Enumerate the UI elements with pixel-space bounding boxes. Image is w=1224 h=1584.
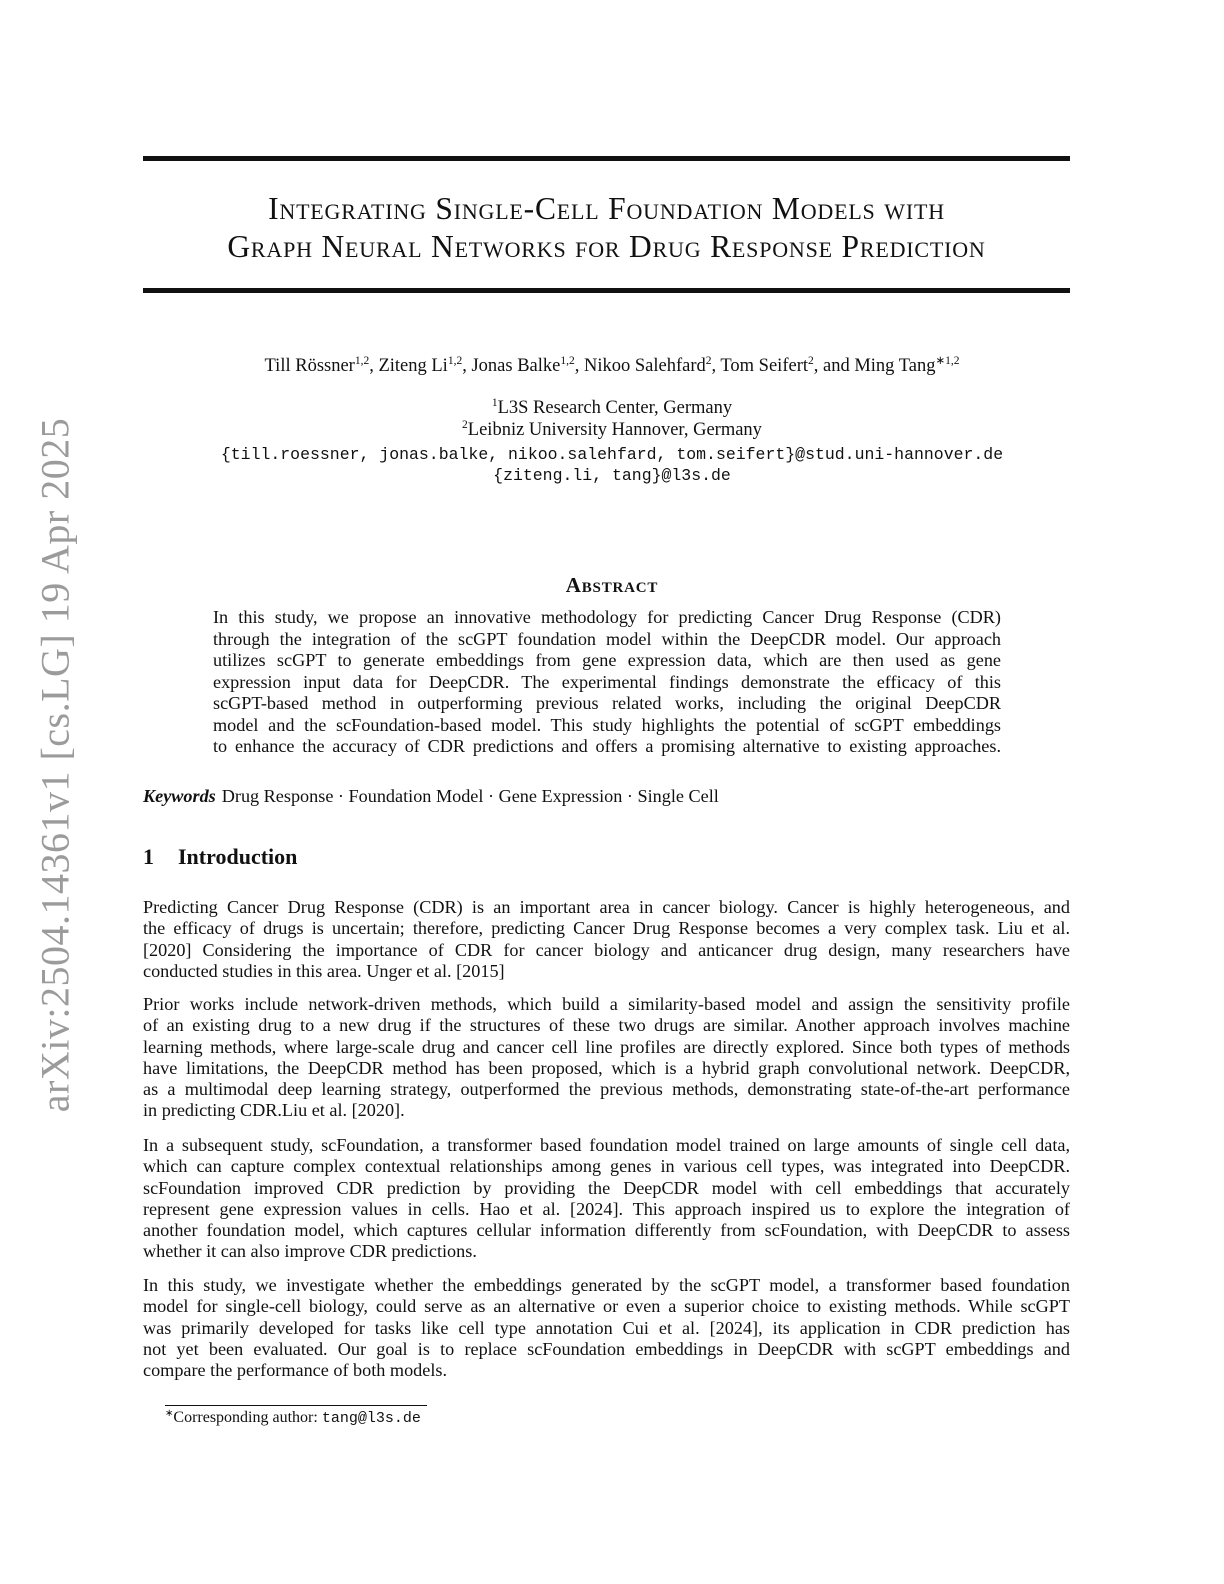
author (265, 356, 379, 376)
body-paragraph (143, 1275, 1070, 1381)
author-separator: , (574, 356, 584, 376)
author-list (0, 356, 1224, 377)
paragraph-line: have limitations, the DeepCDR method has been proposed, which is a hybrid graph convolutional network. DeepCDR, (143, 1057, 1070, 1078)
paragraph-line: model for single-cell biology, could serve as an alternative or even a superior choice to existing methods. While scGPT (143, 1296, 1070, 1317)
footnote (165, 1409, 421, 1427)
affiliation (0, 398, 1224, 419)
paragraph-line: the efficacy of drugs is uncertain; therefore, predicting Cancer Drug Response becomes a very complex task. Liu et al. (143, 918, 1070, 939)
affiliation (0, 420, 1224, 441)
author (720, 356, 854, 376)
paragraph-line: Predicting Cancer Drug Response (CDR) is an important area in cancer biology. Cancer is highly heterogeneous, and (143, 897, 1070, 917)
abstract-line: scGPT-based method in outperforming previous related works, including the original DeepCDR (213, 693, 1001, 713)
section-heading (143, 844, 297, 870)
author-name: Ming Tang (854, 356, 936, 376)
abstract-body (213, 607, 1001, 758)
author (584, 356, 720, 376)
paragraph-line: was primarily developed for tasks like cell type annotation Cui et al. [2024], its application in CDR prediction has (143, 1317, 1070, 1338)
paragraph-line: as a multimodal deep learning strategy, outperformed the previous methods, demonstrating state-of-the-art performance (143, 1079, 1070, 1100)
title-rule-top (143, 156, 1070, 161)
arxiv-identifier-stamp: arXiv:2504.14361v1 [cs.LG] 19 Apr 2025 (32, 417, 78, 1113)
paragraph-line: conducted studies in this area. Unger et al. [2015] (143, 960, 505, 981)
abstract-line: utilizes scGPT to generate embeddings from gene expression data, which are then used as gene (213, 650, 1001, 670)
abstract-line: In this study, we propose an innovative methodology for predicting Cancer Drug Response (CDR) (213, 607, 1001, 627)
author-name: Ziteng Li (378, 356, 448, 376)
affiliation-mark: 2 (462, 419, 468, 431)
paragraph-line: in predicting CDR.Liu et al. [2020]. (143, 1100, 405, 1121)
paragraph-line: compare the performance of both models. (143, 1360, 448, 1381)
author-separator: , (462, 356, 472, 376)
author (854, 356, 959, 376)
paragraph-line: which can capture complex contextual relationships among genes in various cell types, was integrated into DeepCDR. (143, 1156, 1070, 1177)
affiliation-text: L3S Research Center, Germany (497, 398, 733, 418)
footnote-rule (165, 1405, 427, 1406)
email-line: {ziteng.li, tang}@l3s.de (493, 466, 731, 485)
author-name: Jonas Balke (471, 356, 561, 376)
paragraph-line: [2020] Considering the importance of CDR for cancer biology and anticancer drug design, many researchers have (143, 939, 1070, 960)
email-line: {till.roessner, jonas.balke, nikoo.salehfard, tom.seifert}@stud.uni-hannover.de (220, 445, 1004, 464)
title-rule-bottom (143, 288, 1070, 293)
footnote-text: Corresponding author: (173, 1409, 322, 1426)
affiliation-text: Leibniz University Hannover, Germany (467, 420, 762, 440)
keywords (143, 786, 719, 807)
author-name: Nikoo Salehfard (583, 356, 706, 376)
paragraph-line: In this study, we investigate whether the embeddings generated by the scGPT model, a transformer based foundation (143, 1275, 1070, 1295)
author-name: Till Rössner (264, 356, 355, 376)
author-separator: , (369, 356, 379, 376)
author-affiliation-mark: 2 (808, 355, 814, 367)
paragraph-line: In a subsequent study, scFoundation, a transformer based foundation model trained on large amounts of single cell data, (143, 1135, 1070, 1155)
affiliation-mark: 1 (491, 397, 498, 409)
body-paragraph (143, 994, 1070, 1122)
section-title: Introduction (178, 844, 298, 869)
abstract-line: expression input data for DeepCDR. The experimental findings demonstrate the efficacy of this (213, 671, 1001, 692)
author-affiliation-mark: 1,2 (354, 355, 370, 367)
paragraph-line: another foundation model, which captures cellular information differently from scFoundation, with DeepCDR to assess (143, 1220, 1070, 1241)
author-affiliation-mark: ∗1,2 (935, 355, 960, 367)
paragraph-line: learning methods, where large-scale drug and cancer cell line profiles are directly explored. Since both types of methods (143, 1036, 1070, 1057)
author-separator: , (711, 356, 721, 376)
paragraph-line: of an existing drug to a new drug if the structures of these two drugs are similar. Another approach involves machine (143, 1015, 1070, 1036)
author-separator: , and (813, 356, 855, 376)
footnote-mark: ∗ (165, 1408, 174, 1419)
abstract-line: to enhance the accuracy of CDR predictions and offers a promising alternative to existing approaches. (213, 736, 1001, 756)
author-name: Tom Seifert (720, 356, 808, 376)
keywords-text: Drug Response · Foundation Model · Gene Expression · Single Cell (221, 786, 719, 806)
author-affiliation-mark: 1,2 (560, 355, 575, 367)
paragraph-line: not yet been evaluated. Our goal is to replace scFoundation embeddings in DeepCDR with scGPT embeddings and (143, 1338, 1070, 1359)
abstract-heading: Abstract (565, 573, 659, 597)
paragraph-line: scFoundation improved CDR prediction by providing the DeepCDR model with cell embeddings that accurately (143, 1177, 1070, 1198)
keywords-label: Keywords (143, 786, 216, 806)
body-paragraph (143, 897, 1070, 982)
author (471, 356, 584, 376)
footnote-email[interactable]: tang@l3s.de (321, 1410, 421, 1427)
paper-title-line-1: Integrating Single-Cell Foundation Models with (268, 191, 945, 226)
author-affiliation-mark: 1,2 (447, 355, 463, 367)
section-number: 1 (143, 844, 154, 869)
paragraph-line: represent gene expression values in cells. Hao et al. [2024]. This approach inspired us to explore the integration of (143, 1198, 1070, 1219)
body-paragraph (143, 1135, 1070, 1263)
paper-title-line-2: Graph Neural Networks for Drug Response Prediction (227, 229, 986, 264)
abstract-line: model and the scFoundation-based model. This study highlights the potential of scGPT embeddings (213, 714, 1001, 735)
abstract-line: through the integration of the scGPT foundation model within the DeepCDR model. Our approach (213, 628, 1001, 649)
paragraph-line: Prior works include network-driven methods, which build a similarity-based model and assign the sensitivity profile (143, 994, 1070, 1014)
author (378, 356, 471, 376)
author-affiliation-mark: 2 (705, 355, 712, 367)
paragraph-line: whether it can also improve CDR predictions. (143, 1241, 477, 1262)
